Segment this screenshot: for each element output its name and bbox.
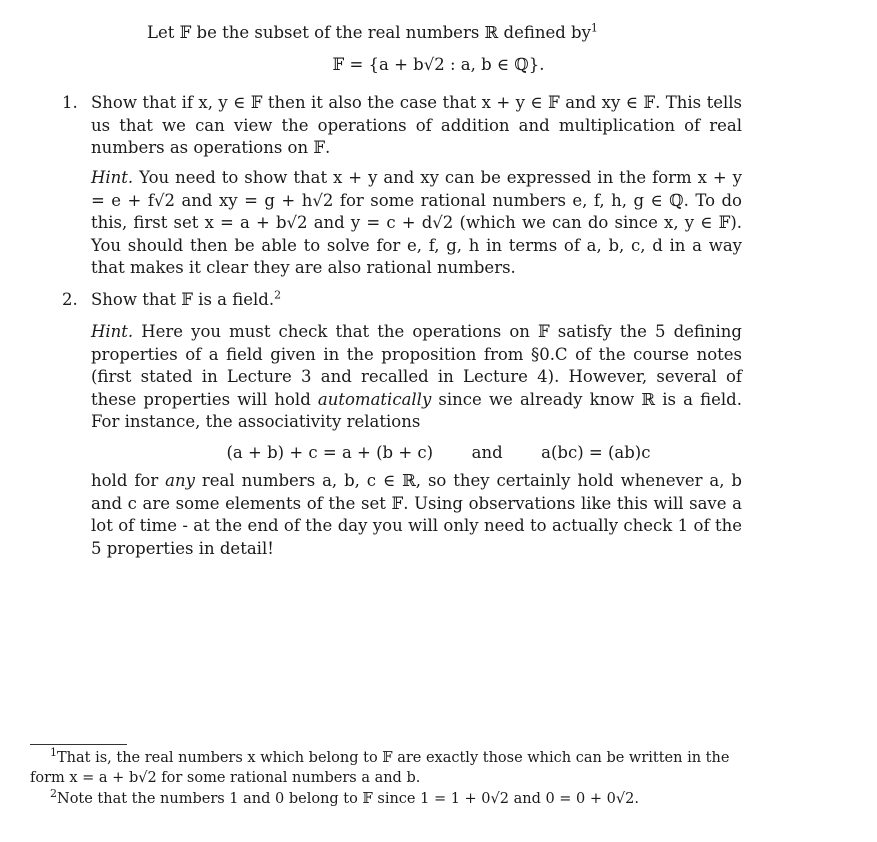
display-equation-right: a(bc) = (ab)c [541, 443, 651, 462]
footnote-1 [30, 748, 742, 788]
exercise-1-text: Show that if x, y ∈ 𝔽 then it also the case that x + y ∈ 𝔽 and xy ∈ 𝔽. This tells us that we can view the operations of addition and multiplication of real numbers as operations on 𝔽. [91, 93, 742, 157]
hint-label: Hint. [91, 168, 134, 187]
intro-text: Let 𝔽 be the subset of the real numbers ℝ defined by [147, 23, 591, 42]
associativity-display [0, 442, 877, 465]
display-and: and [471, 443, 503, 462]
display-equation-left: (a + b) + c = a + (b + c) [226, 443, 434, 462]
emphasis-any: any [165, 471, 195, 490]
followup-text: hold for [91, 471, 159, 490]
followup-text-cont: real numbers a, b, c ∈ ℝ, so they certainly hold whenever a, b and c are some elements of the set 𝔽. Using observations like this will save a lot of time - at the end of the day you will only need to actually check 1 of the 5 properties in detail! [91, 471, 742, 558]
exercise-1-hint [91, 167, 742, 280]
exercise-2-text-wrap [91, 289, 742, 312]
hint-label: Hint. [91, 322, 134, 341]
exercise-2-number: 2. [62, 290, 78, 309]
emphasis-automatically: automatically [317, 389, 432, 409]
set-definition: 𝔽 = {a + b√2 : a, b ∈ ℚ}. [332, 55, 545, 74]
exercise-1-hint-text: You need to show that x + y and xy can be expressed in the form x + y = e + f√2 and xy = g + h√2 for some rational numbers e, f, h, g ∈ ℚ. To do this, first set x = a + b√2 and y = c + d√2 (which we can do since x, y ∈ 𝔽). You should then be able to solve for e, f, g, h in terms of a, b, c, d in a way that makes it clear they are also rational numbers. [91, 168, 742, 277]
footnote-2 [30, 789, 742, 809]
exercise-2-text: Show that 𝔽 is a field. [91, 290, 275, 309]
exercise-2-hint [91, 321, 742, 434]
footnote-1-text: That is, the real numbers x which belong to 𝔽 are exactly those which can be written in the form x = a + b√2 for some rational numbers a and b. [30, 750, 730, 786]
exercise-2 [62, 289, 742, 312]
footnote-ref-1: 1 [590, 21, 598, 35]
exercise-2-followup [91, 470, 742, 560]
footnote-2-text: Note that the numbers 1 and 0 belong to 𝔽 since 1 = 1 + 0√2 and 0 = 0 + 0√2. [57, 791, 639, 807]
exercise-2-hint-text: Here you must check that the operations on 𝔽 satisfy the 5 defining properties of a field given in the proposition from §0.C of the course notes (first stated in Lecture 3 and recalled in Lecture 4). However, several of these properties will hold [91, 322, 742, 409]
exercise-2-hint-text-cont: since we already know ℝ is a field. For instance, the associativity relations [91, 389, 742, 431]
exercise-1 [62, 92, 742, 160]
footnote-ref-2: 2 [274, 288, 282, 302]
exercise-1-number: 1. [62, 93, 78, 112]
footnote-2-mark: 2 [50, 787, 57, 801]
footnote-1-mark: 1 [50, 746, 57, 760]
footnote-rule [30, 744, 127, 745]
intro-paragraph [147, 22, 787, 45]
